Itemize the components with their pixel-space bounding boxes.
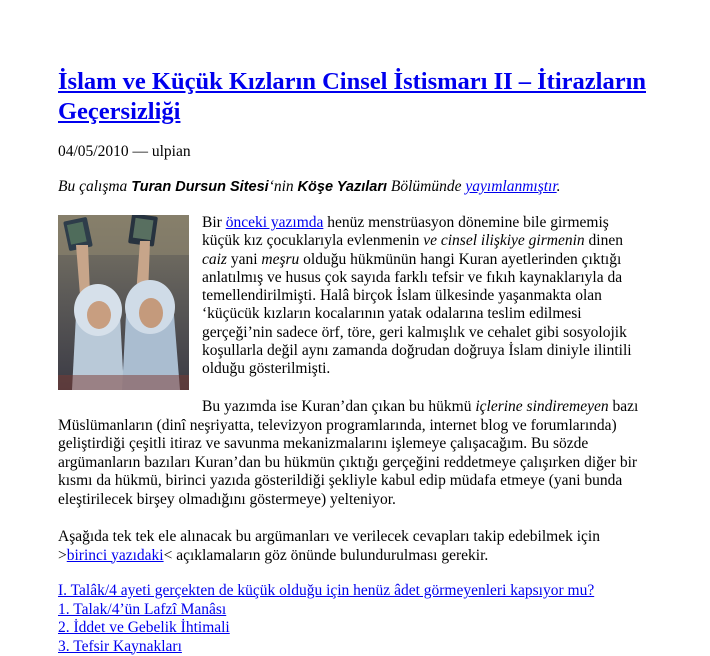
text-line: argümanların bazıları Kuran’dan bu hükmün çıktığı gerçeğini reddetmeye çalışırken diğer bir <box>58 454 658 473</box>
intro-text: Bölümünde <box>387 178 465 195</box>
section-name: Köşe Yazıları <box>298 179 387 195</box>
text: Bu yazımda ise Kuran’dan çıkan bu hükmü <box>202 398 475 415</box>
emphasis: caiz <box>202 251 227 268</box>
article-photo <box>58 215 189 390</box>
table-of-contents <box>58 582 594 656</box>
intro-text: ‘nin <box>269 178 298 195</box>
published-link[interactable]: yayımlanmıştır <box>465 178 556 195</box>
title-link[interactable]: İslam ve Küçük Kızların Cinsel İstismarı II – İtirazların Geçersizliği <box>58 68 646 125</box>
paragraph-1 <box>202 214 664 379</box>
intro-text: Bu çalışma <box>58 178 131 195</box>
post-meta: 04/05/2010 — ulpian <box>58 142 191 162</box>
previous-article-link[interactable]: önceki yazımda <box>226 214 324 231</box>
text-line: anlatılmış ve husus çok sayıda farklı tefsir ve fıkıh kaynaklarıyla da <box>202 269 664 287</box>
text-line: geliştirdiği çeşitli itiraz ve savunma mekanizmalarını işlemeye çalışacağım. Bu sözde <box>58 435 658 454</box>
toc-item <box>58 601 594 620</box>
text-line: ‘küçücük kızların kocalarının yatak odalarına teslim edilmesi <box>202 305 664 323</box>
text-line: gerçeği’nin sadece örf, töre, geri kalmışlık ve cehalet gibi sosyolojik <box>202 324 664 342</box>
paragraph-2 <box>58 398 658 509</box>
emphasis: meşru <box>261 251 299 268</box>
girls-holding-books-image <box>58 215 189 390</box>
toc-link[interactable]: 1. Talak/4’ün Lafzî Manâsı <box>58 601 226 618</box>
text: bazı <box>609 398 639 415</box>
site-name: Turan Dursun Sitesi <box>131 179 269 195</box>
text: Bir <box>202 214 226 231</box>
text-line: eleştirilecek birşey olmadığını göstermeye) yelteniyor. <box>58 491 658 510</box>
intro-line <box>58 177 561 197</box>
toc-item <box>58 619 594 638</box>
toc-link[interactable]: 2. İddet ve Gebelik İhtimali <box>58 619 230 636</box>
emphasis: ve cinsel ilişkiye girmenin <box>423 232 584 249</box>
text: küçük kız çocuklarıyla evlenmenin <box>202 232 423 249</box>
intro-text: . <box>557 178 561 195</box>
text: henüz menstrüasyon dönemine bile girmemiş <box>323 214 608 231</box>
text-line: Aşağıda tek tek ele alınacak bu argümanları ve verilecek cevapları takip edebilmek için <box>58 528 658 547</box>
text: < açıklamaların göz önünde bulundurulması gerekir. <box>164 547 489 564</box>
text: olduğu hükmünün hangi Kuran ayetlerinden çıktığı <box>299 251 621 268</box>
text-line: kısmı da hükmü, birinci yazıda gösterildiği şekliyle kabul edip müdafa etmeye (yani bunda <box>58 472 658 491</box>
text: yani <box>227 251 261 268</box>
toc-link[interactable]: I. Talâk/4 ayeti gerçekten de küçük olduğu için henüz âdet görmeyenleri kapsıyor mu? <box>58 582 594 599</box>
text-line: Müslümanların (dinî neşriyatta, televizyon programlarında, internet blog ve forumlarında) <box>58 417 658 436</box>
page-title <box>58 67 658 127</box>
text: > <box>58 547 67 564</box>
toc-link[interactable]: 3. Tefsir Kaynakları <box>58 638 182 655</box>
toc-item <box>58 582 594 601</box>
text: dinen <box>585 232 623 249</box>
text-line: olduğu gösterilmişti. <box>202 360 664 378</box>
toc-item <box>58 638 594 656</box>
emphasis: içlerine sindiremeyen <box>475 398 608 415</box>
text-line: koşullarla değil aynı zamanda doğrudan doğruya İslam diniyle ilintili <box>202 342 664 360</box>
paragraph-3 <box>58 528 658 565</box>
text-line: temellendirilmişti. Halâ birçok İslam ülkesinde yaşanmakta olan <box>202 287 664 305</box>
first-article-link[interactable]: birinci yazıdaki <box>67 547 164 564</box>
